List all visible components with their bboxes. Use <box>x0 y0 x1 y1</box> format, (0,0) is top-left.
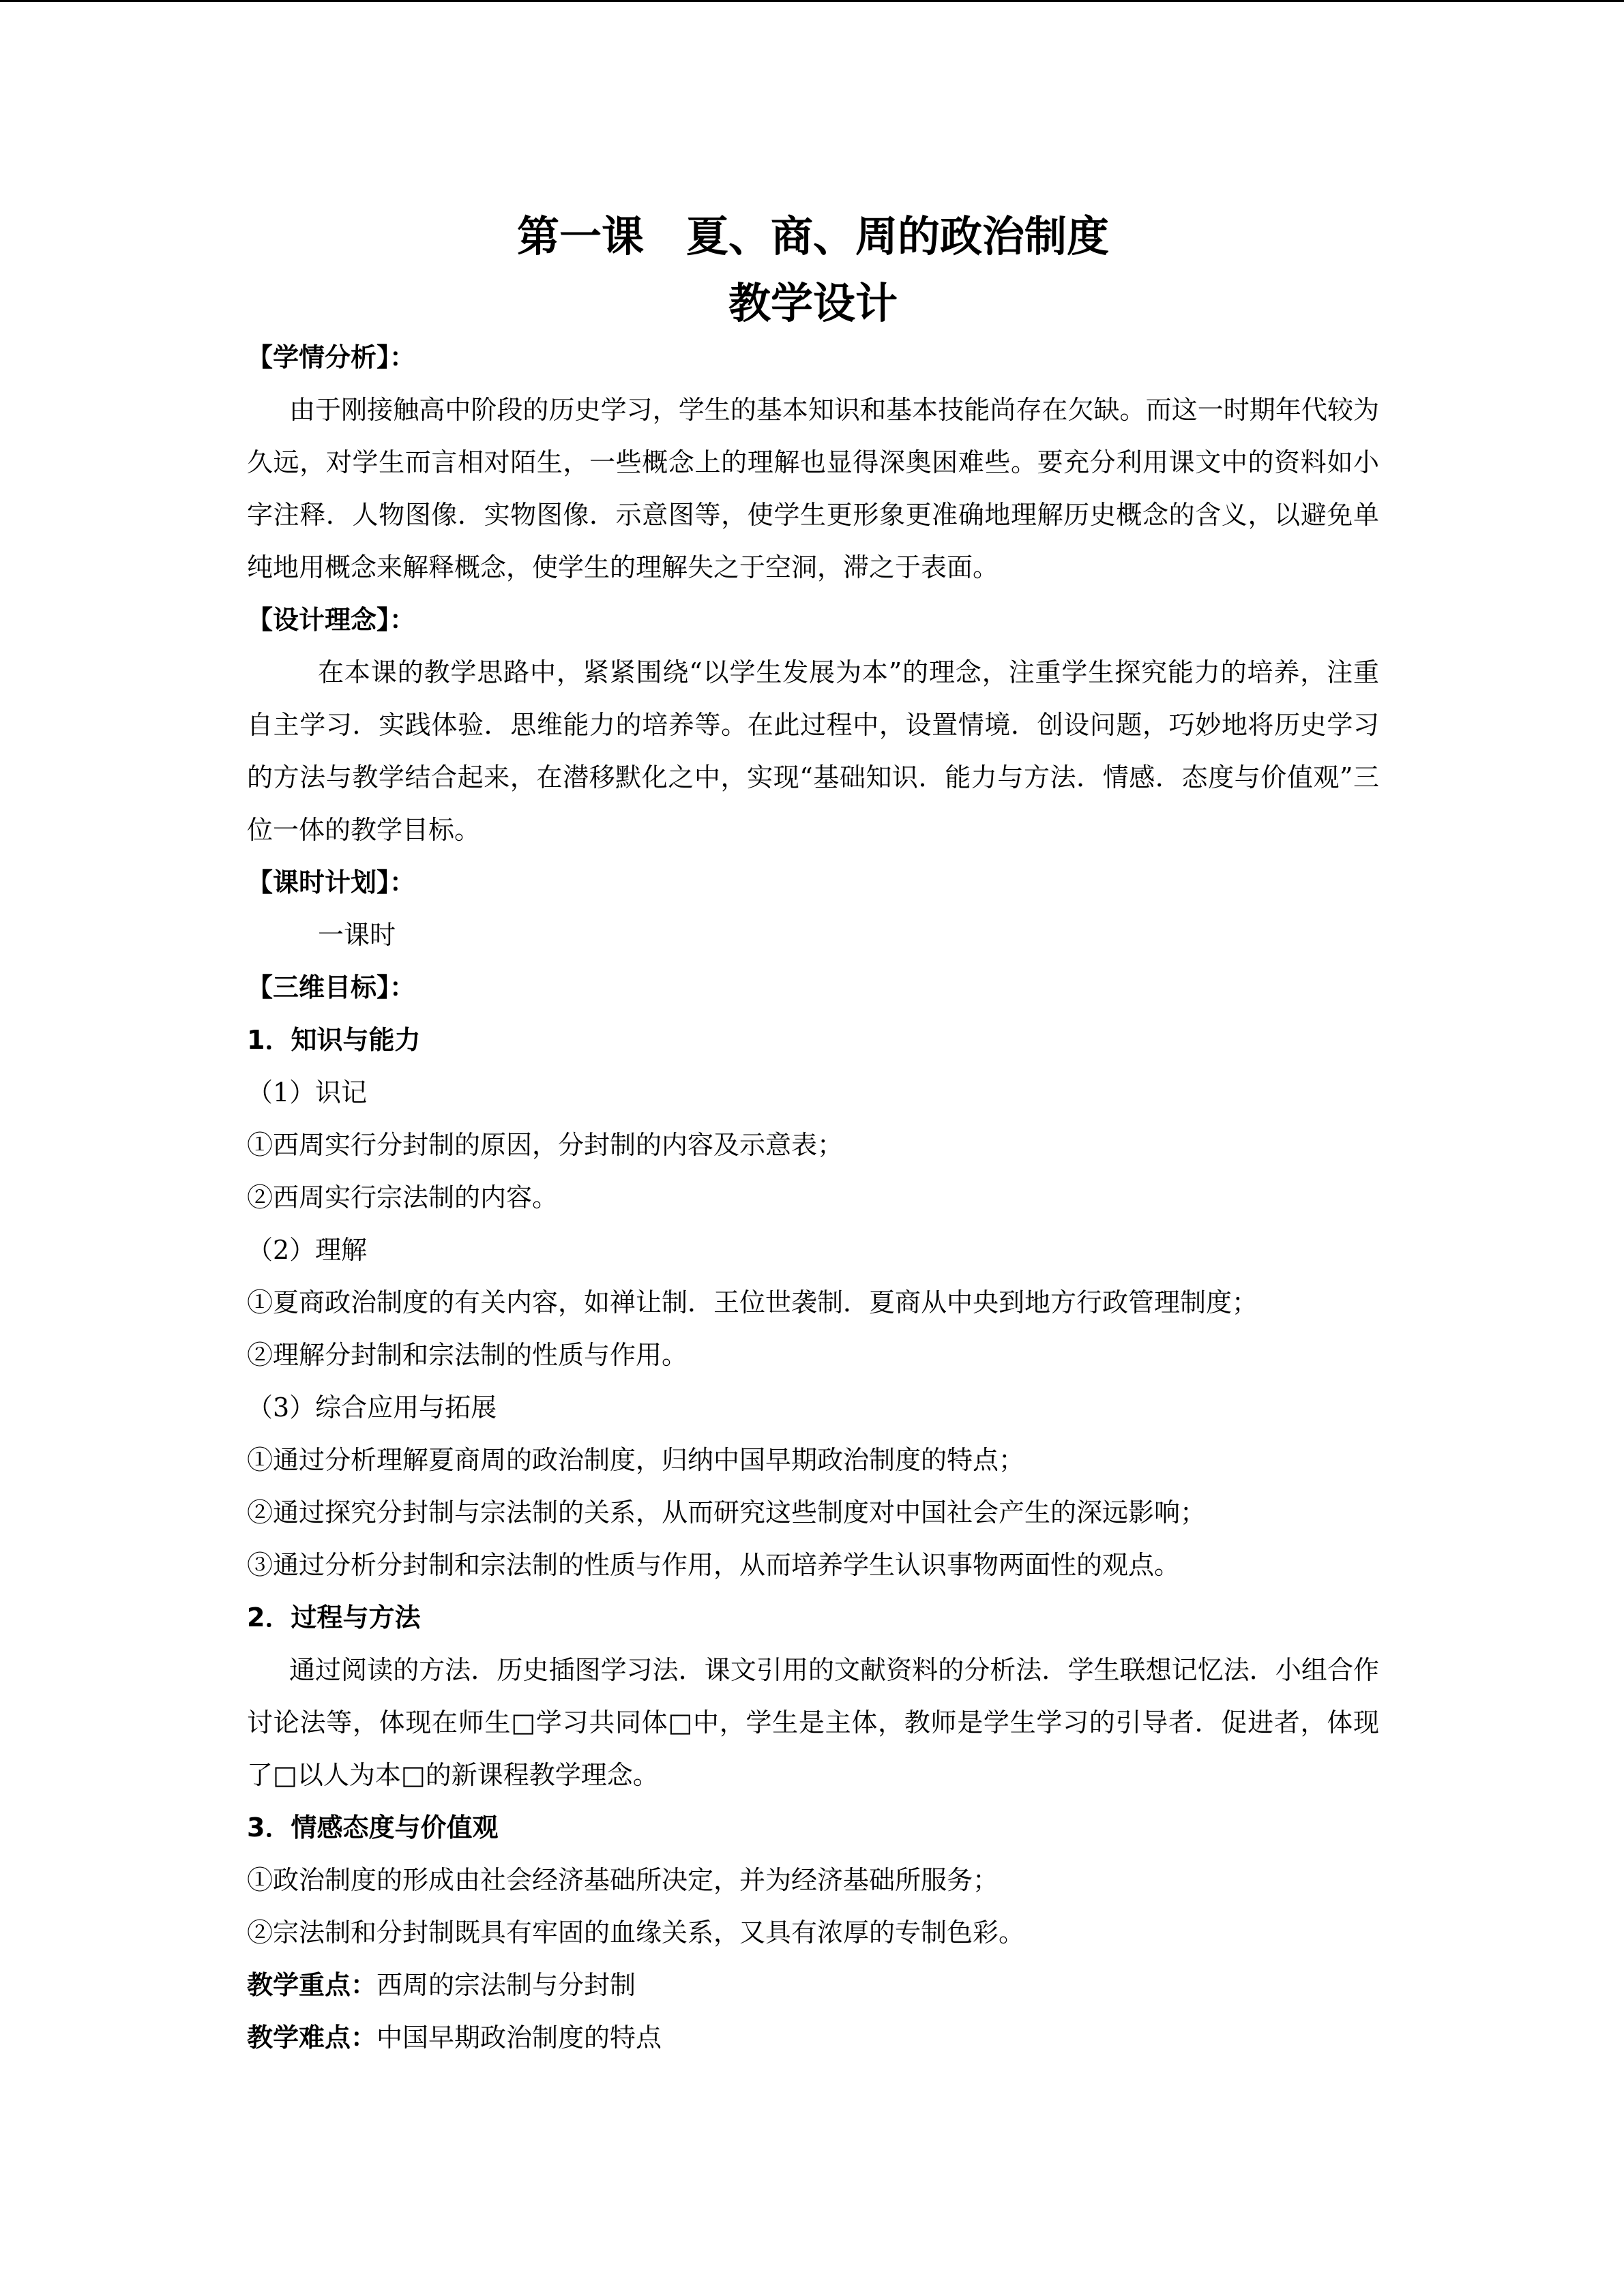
document-subtitle: 教学设计 <box>728 278 898 328</box>
key-point-text: 西周的宗法制与分封制 <box>377 1970 636 2000</box>
list-item: ①夏商政治制度的有关内容，如禅让制．王位世袭制．夏商从中央到地方行政管理制度； <box>247 1287 1258 1317</box>
difficulty-text: 中国早期政治制度的特点 <box>377 2023 662 2053</box>
list-item: ②理解分封制和宗法制的性质与作用。 <box>247 1340 688 1370</box>
subheading-apply: （3）综合应用与拓展 <box>247 1392 497 1422</box>
section-heading-analysis: 【学情分析】： <box>247 342 416 372</box>
subheading-understand: （2）理解 <box>247 1235 368 1265</box>
top-border-line <box>0 0 1624 2</box>
key-point-row <box>247 1959 1379 2012</box>
document-title: 第一课 夏、商、周的政治制度 <box>516 211 1109 261</box>
analysis-paragraph: 由于刚接触高中阶段的历史学习，学生的基本知识和基本技能尚存在欠缺。而这一时期年代较为久远，对学生而言相对陌生，一些概念上的理解也显得深奥困难些。要充分利用课文中的资料如小字注释．人物图像．实物图像．示意图等，使学生更形象更准确地理解历史概念的含义，以避免单纯地用概念来解释概念，使学生的理解失之于空洞，滞之于表面。 <box>247 395 1379 582</box>
concept-paragraph: 在本课的教学思路中，紧紧围绕“以学生发展为本”的理念，注重学生探究能力的培养，注重自主学习．实践体验．思维能力的培养等。在此过程中，设置情境．创设问题，巧妙地将历史学习的方法与教学结合起来，在潜移默化之中，实现“基础知识．能力与方法．情感．态度与价值观”三位一体的教学目标。 <box>247 657 1379 845</box>
key-point-label: 教学重点： <box>247 1970 377 2000</box>
list-item: ①政治制度的形成由社会经济基础所决定，并为经济基础所服务； <box>247 1865 999 1895</box>
difficulty-row <box>247 2012 1379 2064</box>
list-item: ①西周实行分封制的原因，分封制的内容及示意表； <box>247 1130 844 1160</box>
list-item: ②西周实行宗法制的内容。 <box>247 1182 559 1212</box>
goal-heading-process: 2．过程与方法 <box>247 1602 421 1632</box>
list-item: ②通过探究分封制与宗法制的关系，从而研究这些制度对中国社会产生的深远影响； <box>247 1497 1207 1527</box>
subheading-memorize: （1）识记 <box>247 1077 368 1107</box>
goal-heading-knowledge: 1．知识与能力 <box>247 1025 421 1055</box>
document-page <box>247 205 1379 2064</box>
list-item: ③通过分析分封制和宗法制的性质与作用，从而培养学生认识事物两面性的观点。 <box>247 1550 1181 1580</box>
plan-text: 一课时 <box>318 920 396 950</box>
section-heading-goals: 【三维目标】： <box>247 972 416 1002</box>
list-item: ①通过分析理解夏商周的政治制度，归纳中国早期政治制度的特点； <box>247 1445 1025 1475</box>
goal-heading-emotion: 3．情感态度与价值观 <box>247 1813 499 1843</box>
list-item: ②宗法制和分封制既具有牢固的血缘关系，又具有浓厚的专制色彩。 <box>247 1918 1025 1948</box>
process-paragraph: 通过阅读的方法．历史插图学习法．课文引用的文献资料的分析法．学生联想记忆法．小组合作讨论法等，体现在师生□学习共同体□中，学生是主体，教师是学生学习的引导者．促进者，体现了□以人为本□的新课程教学理念。 <box>247 1655 1379 1790</box>
section-heading-plan: 【课时计划】： <box>247 867 416 897</box>
difficulty-label: 教学难点： <box>247 2023 377 2053</box>
section-heading-concept: 【设计理念】： <box>247 605 416 635</box>
